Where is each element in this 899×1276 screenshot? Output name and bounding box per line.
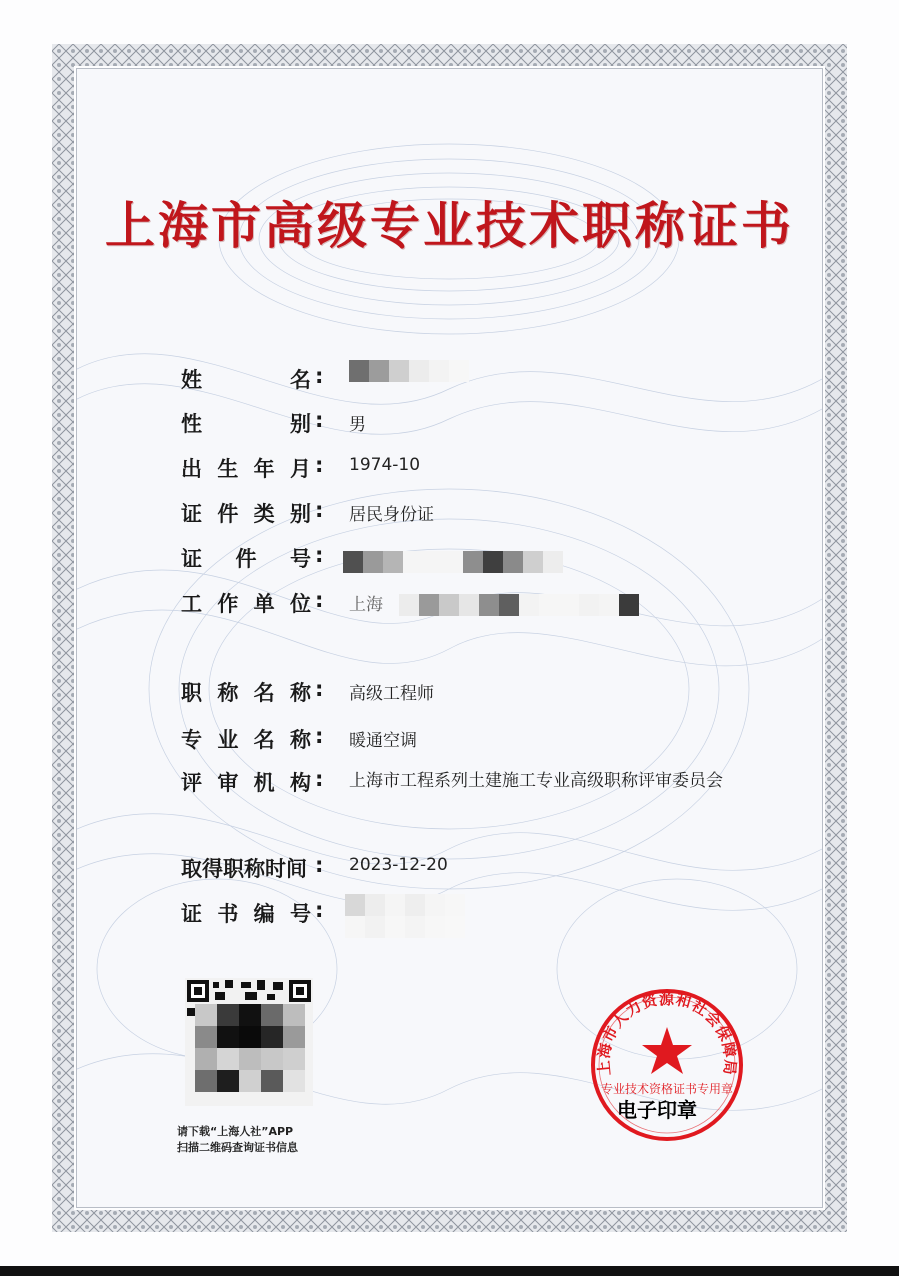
field-label: 证 件 号 [181, 547, 311, 571]
colon: : [315, 767, 324, 791]
field-value-birth: 1974-10 [349, 455, 421, 475]
field-value-gender: 男 [349, 415, 366, 435]
field-value-id-type: 居民身份证 [349, 505, 434, 525]
field-label: 专 业 名 称 [181, 728, 311, 752]
colon: : [315, 408, 324, 432]
field-value-employer: 上海 [349, 595, 383, 615]
field-value-title: 高级工程师 [349, 684, 434, 704]
qr-caption-line1: 请下载“上海人社”APP [177, 1125, 294, 1138]
field-label: 出 生 年 月 [181, 457, 311, 481]
qr-code-icon[interactable] [185, 978, 313, 1106]
star-icon [642, 1027, 692, 1074]
field-label: 姓 名 [181, 368, 311, 392]
colon: : [315, 543, 324, 567]
field-label: 评 审 机 构 [181, 771, 311, 795]
field-value-award-date: 2023-12-20 [349, 855, 448, 875]
colon: : [315, 364, 324, 388]
bottom-edge [0, 1266, 899, 1276]
qr-caption [177, 1124, 337, 1156]
colon: : [315, 853, 324, 877]
field-label: 工 作 单 位 [181, 592, 311, 616]
field-label: 取得职称时间 [181, 857, 307, 881]
colon: : [315, 724, 324, 748]
seal-bottom-text: 专业技术资格证书专用章 [600, 1082, 734, 1096]
redacted-id-number [343, 551, 563, 573]
colon: : [315, 453, 324, 477]
field-label: 证 件 类 别 [181, 502, 311, 526]
colon: : [315, 498, 324, 522]
colon: : [315, 677, 324, 701]
field-value-specialty: 暖通空调 [349, 731, 417, 751]
certificate-title: 上海市高级专业技术职称证书 [105, 197, 794, 255]
field-value-review-body: 上海市工程系列土建施工专业高级职称评审委员会 [349, 771, 723, 791]
field-label: 职 称 名 称 [181, 681, 311, 705]
field-label: 证 书 编 号 [181, 902, 311, 926]
qr-caption-line2: 扫描二维码查询证书信息 [177, 1141, 298, 1154]
redacted-employer [399, 594, 639, 616]
redacted-name [349, 360, 469, 382]
seal-ring-text: 上海市人力资源和社会保障局 [594, 989, 740, 1077]
electronic-seal-label: 电子印章 [617, 1098, 697, 1122]
colon: : [315, 588, 324, 612]
field-label: 性 别 [181, 412, 311, 436]
colon: : [315, 898, 324, 922]
redacted-cert-number [345, 894, 465, 938]
